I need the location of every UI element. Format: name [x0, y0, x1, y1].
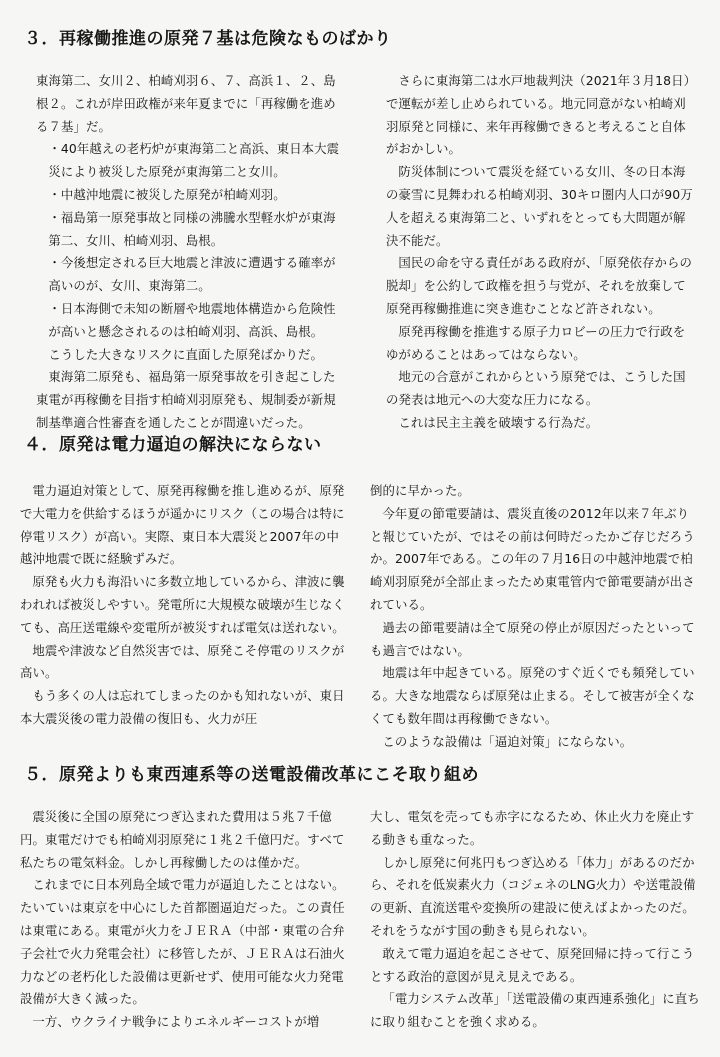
paragraph: 原発再稼働を推進する原子力ロビーの圧力で行政をゆがめることはあってはならない。 [386, 323, 686, 362]
paragraph: 倒的に早かった。 [370, 483, 470, 498]
right-column [370, 480, 700, 754]
paragraph: 「電力システム改革」「送電設備の東西連系強化」に直ちに取り組むことを強く求める。 [370, 991, 700, 1030]
paragraph: 原発も火力も海沿いに多数立地しているから、津波に襲われれば被災しやすい。発電所に大規模な破壊が生じなくても、高圧送電線や変電所が被災すれば電気は送れない。 [20, 574, 345, 635]
right-column [386, 70, 694, 435]
paragraph: 過去の節電要請は全て原発の停止が原因だったといっても過言ではない。 [370, 619, 695, 658]
left-column [36, 70, 342, 435]
paragraph: 一方、ウクライナ戦争によりエネルギーコストが増 [32, 1014, 320, 1030]
section-title: ５．原発よりも東西連系等の送電設備改革にこそ取り組め [24, 765, 479, 785]
paragraph: これまでに日本列島全域で電力が逼迫したことはない。たいていは東京を中心にした首都圏逼迫だった。この責任は東電にある。東電が火力をＪＥＲＡ（中部・東電の合弁子会社で火力発電会社）に移管したが、ＪＥＲＡは石油火力などの老朽化した設備は更新せず、使用可能な火力発電設備が大きく減った。 [20, 877, 345, 1007]
paragraph: 国民の命を守る責任がある政府が、「原発依存からの脱却」を公約して政権を担う与党が、それを放棄して原発再稼働推進に突き進むことなど許されない。 [386, 255, 692, 316]
paragraph: 東海第二、女川２、柏崎刈羽６、７、高浜１、２、島根２。これが岸田政権が来年夏までに「再稼働を進める７基」だ。 [36, 73, 336, 134]
bullet-item: ・今後想定される巨大地震と津波に遭遇する確率が高いのが、女川、東海第二。 [48, 255, 336, 294]
paragraph: 地震は年中起きている。原発のすぐ近くでも頻発している。大きな地震ならば原発は止まる。そして被害が全くなくても数年間は再稼働できない。 [370, 665, 695, 726]
section-title: ４．原発は電力逼迫の解決にならない [24, 435, 322, 455]
paragraph: もう多くの人は忘れてしまったのかも知れないが、東日本大震災後の電力設備の復旧も、火力が圧 [20, 688, 345, 726]
paragraph: 震災後に全国の原発につぎ込まれた費用は５兆７千億円。東電だけでも柏崎刈羽原発に１兆２千億円だ。すべて私たちの電気料金。しかし再稼働したのは僅かだ。 [20, 809, 345, 870]
bullet-item: ・福島第一原発事故と同様の沸騰水型軽水炉が東海第二、女川、柏崎刈羽、島根。 [48, 209, 336, 248]
paragraph: 電力逼迫対策として、原発再稼働を推し進めるが、原発で大電力を供給するほうが遥かにリスク（この場合は特に停電リスク）が高い。実際、東日本大震災と2007年の中越沖地震で既に経験ずみだ。 [20, 483, 345, 567]
paragraph: 敢えて電力逼迫を起こさせて、原発回帰に持って行こうとする政治的意図が見え見えである。 [370, 945, 695, 984]
paragraph: このような設備は「逼迫対策」にならない。 [382, 733, 633, 749]
left-column [20, 480, 350, 731]
paragraph: 大し、電気を売っても赤字になるため、休止火力を廃止する動きも重なった。 [370, 809, 695, 847]
section-title: ３．再稼働推進の原発７基は危険なものばかり [24, 29, 392, 49]
paragraph: これは民主主義を破壊する行為だ。 [398, 414, 599, 430]
paragraph: 東海第二原発も、福島第一原発事故を引き起こした東電が再稼働を目指す柏崎刈羽原発も、規制委が新規制基準適合性審査を通したことが間違いだった。 [36, 369, 336, 430]
paragraph: 地元の合意がこれからという原発では、こうした国の発表は地元への大変な圧力になる。 [386, 369, 686, 408]
right-column [370, 806, 700, 1034]
left-column [20, 806, 350, 1034]
paragraph: しかし原発に何兆円もつぎ込める「体力」があるのだから、それを低炭素火力（コジェネのLNG火力）や送電設備の更新、直流送電や変換所の建設に使えばよかったのだ。それをうながす国の動きも見られない。 [370, 854, 696, 938]
paragraph: 防災体制について震災を経ている女川、冬の日本海の豪雪に見舞われる柏崎刈羽、30キロ圏内人口が90万人を超える東海第二と、いずれをとっても大問題が解決不能だ。 [386, 164, 693, 248]
paragraph: 今年夏の節電要請は、震災直後の2012年以来７年ぶりと報じていたが、ではその前は何時だったかご存じだろうか。2007年である。この年の７月16日の中越沖地震で柏崎刈羽原発が全部止まったため東電管内で節電要請が出されている。 [370, 505, 695, 612]
paragraph: こうした大きなリスクに直面した原発ばかりだ。 [48, 346, 323, 362]
bullet-item: ・40年越えの老朽炉が東海第二と高浜、東日本大震災により被災した原発が東海第二と女川。 [48, 141, 340, 180]
paragraph: さらに東海第二は水戸地裁判決（2021年３月18日）で運転が差し止められている。地元同意がない柏崎刈羽原発と同様に、来年再稼働できると考えること自体がおかしい。 [386, 73, 690, 157]
paragraph: 地震や津波など自然災害では、原発こそ停電のリスクが高い。 [20, 642, 345, 681]
bullet-item: ・日本海側で未知の断層や地震地体構造から危険性が高いと懸念されるのは柏崎刈羽、高浜、島根。 [48, 300, 336, 339]
bullet-item: ・中越沖地震に被災した原発が柏崎刈羽。 [48, 186, 286, 202]
